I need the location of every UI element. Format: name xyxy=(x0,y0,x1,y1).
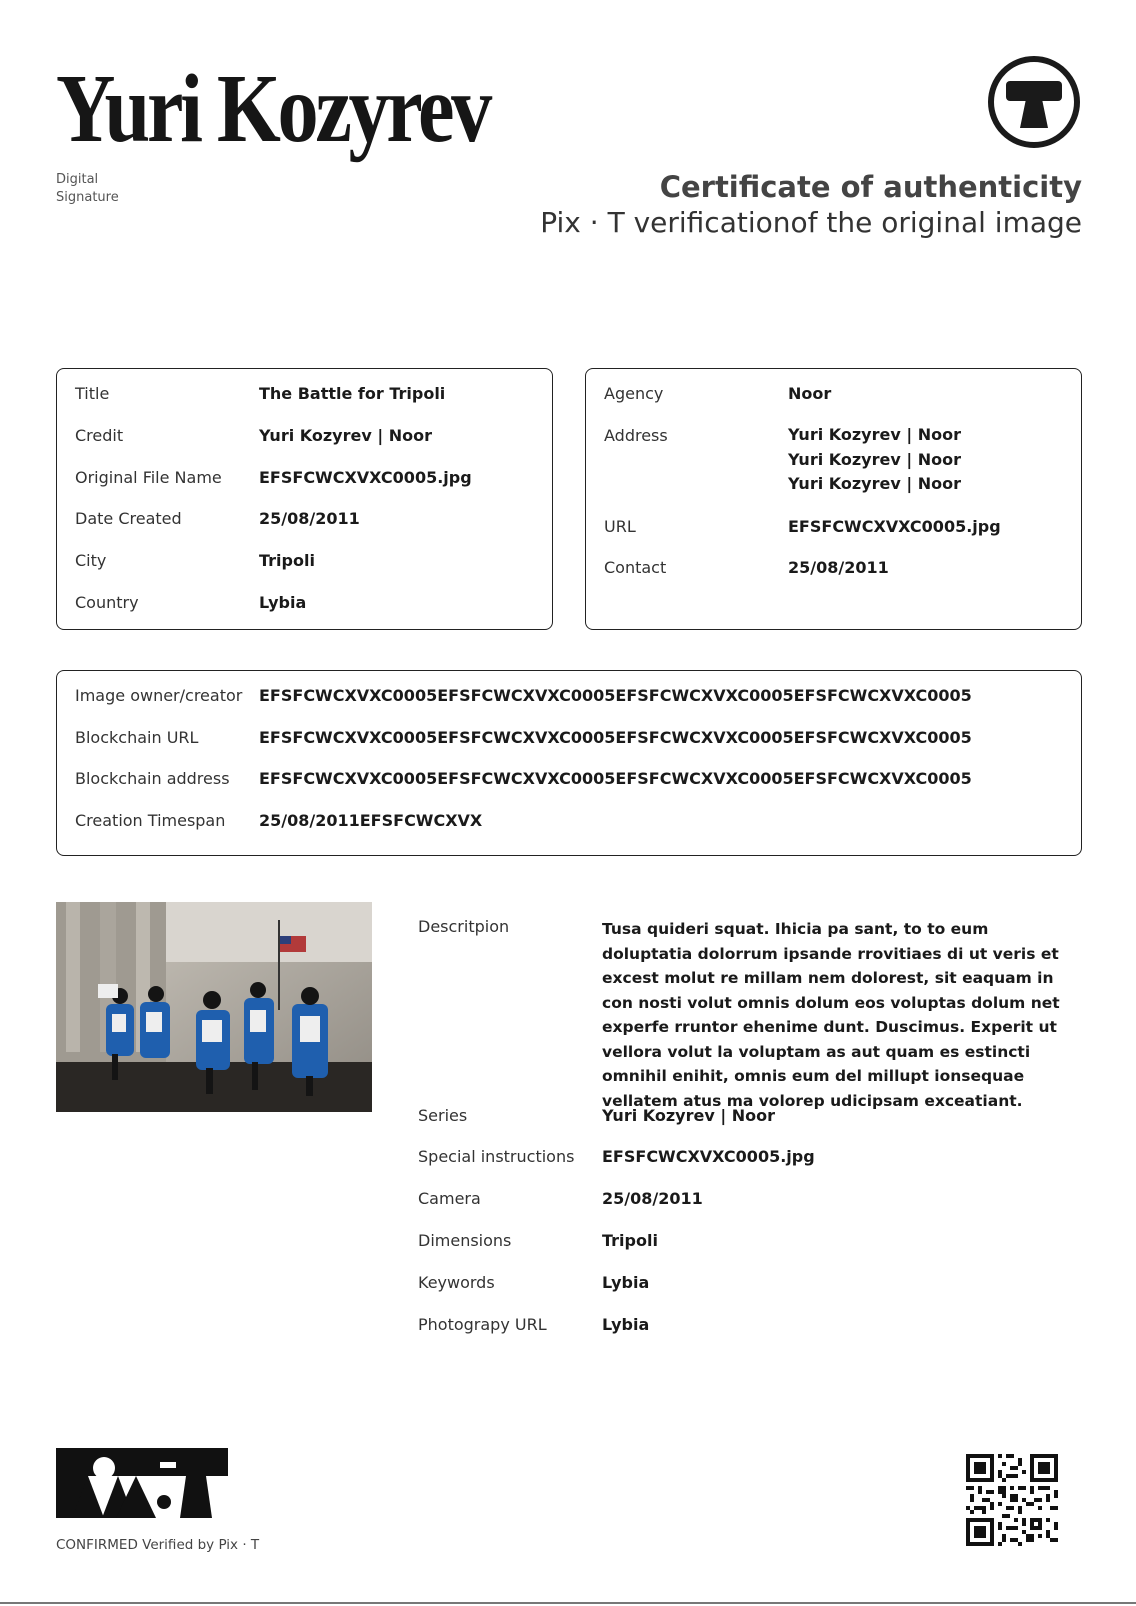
field-value: EFSFCWCXVXC0005EFSFCWCXVXC0005EFSFCWCXVXC0005EFSFCWCXVXC0005 xyxy=(259,728,972,747)
field-label: Dimensions xyxy=(418,1231,512,1250)
field-value: Lybia xyxy=(602,1315,650,1334)
field-value: EFSFCWCXVXC0005EFSFCWCXVXC0005EFSFCWCXVXC0005EFSFCWCXVXC0005 xyxy=(259,686,972,705)
field-label: Camera xyxy=(418,1189,481,1208)
field-label: Title xyxy=(75,384,110,403)
address-lines xyxy=(788,423,961,497)
field-value: 25/08/2011 xyxy=(788,558,889,577)
field-label: Date Created xyxy=(75,509,182,528)
field-label: Blockchain URL xyxy=(75,728,199,747)
field-label: Agency xyxy=(604,384,664,403)
field-value: EFSFCWCXVXC0005.jpg xyxy=(259,468,472,487)
blockchain-info-box xyxy=(56,670,1082,856)
field-label: Blockchain address xyxy=(75,769,230,788)
field-label: Contact xyxy=(604,558,667,577)
field-value: EFSFCWCXVXC0005.jpg xyxy=(788,517,1001,536)
field-value: Tripoli xyxy=(602,1231,658,1250)
field-label: Photograpy URL xyxy=(418,1315,547,1334)
photo-image xyxy=(56,902,372,1112)
description-label: Descritpion xyxy=(418,917,510,936)
certificate-subtitle: Pix · T verificationof the original image xyxy=(540,206,1082,239)
field-value: Lybia xyxy=(259,593,307,612)
field-value: Noor xyxy=(788,384,832,403)
field-label: Country xyxy=(75,593,139,612)
address-line: Yuri Kozyrev | Noor xyxy=(788,474,962,493)
field-label: Address xyxy=(604,426,668,445)
field-value: Yuri Kozyrev | Noor xyxy=(602,1106,776,1125)
address-line: Yuri Kozyrev | Noor xyxy=(788,449,962,469)
field-label: Original File Name xyxy=(75,468,222,487)
field-value: Lybia xyxy=(602,1273,650,1292)
field-label: Credit xyxy=(75,426,124,445)
address-line: Yuri Kozyrev | Noor xyxy=(788,425,962,444)
qr-code-icon[interactable] xyxy=(966,1454,1058,1546)
field-value: EFSFCWCXVXC0005EFSFCWCXVXC0005EFSFCWCXVXC0005EFSFCWCXVXC0005 xyxy=(259,769,972,788)
field-value: The Battle for Tripoli xyxy=(259,384,446,403)
field-value: Yuri Kozyrev | Noor xyxy=(259,426,433,445)
description-text: Tusa quideri squat. Ihicia pa sant, to to eum doluptatia dolorrum ipsande rrovitiaes di ut veris et excest molut re millam nem dolorest, sit eaquam in con nosti volut omnis dolum eos voluptas dolum net experfe rruntor ehenime dunt. Duscimus. Experit ut vellora volut la voluptam as aut quam es estincti omnihil enihit, omnis eum del millupt ionsequae vellatem atus ma volorep udicipsam exceatiant. xyxy=(602,920,1060,1110)
field-label: Image owner/creator xyxy=(75,686,243,705)
pixt-logo-icon xyxy=(56,1448,228,1518)
image-info-box xyxy=(56,368,553,630)
field-label: Series xyxy=(418,1106,468,1125)
field-label: URL xyxy=(604,517,636,536)
bottom-divider xyxy=(0,1602,1136,1604)
field-label: Creation Timespan xyxy=(75,811,226,830)
field-value: EFSFCWCXVXC0005.jpg xyxy=(602,1147,815,1166)
certified-photo xyxy=(56,902,372,1112)
certificate-title: Certificate of authenticity xyxy=(659,170,1082,204)
signature-caption: Digital Signature xyxy=(56,172,119,205)
field-value: 25/08/2011EFSFCWCXVX xyxy=(259,811,483,830)
signature-name: Yuri Kozyrev xyxy=(56,55,489,163)
verification-caption: CONFIRMED Verified by Pix · T xyxy=(56,1537,260,1553)
field-value: 25/08/2011 xyxy=(602,1189,703,1208)
field-label: Keywords xyxy=(418,1273,495,1292)
pixt-emblem-icon xyxy=(986,54,1082,150)
field-label: City xyxy=(75,551,107,570)
field-label: Special instructions xyxy=(418,1147,575,1166)
field-value: Tripoli xyxy=(259,551,315,570)
agency-info-box xyxy=(585,368,1082,630)
field-value: 25/08/2011 xyxy=(259,509,360,528)
